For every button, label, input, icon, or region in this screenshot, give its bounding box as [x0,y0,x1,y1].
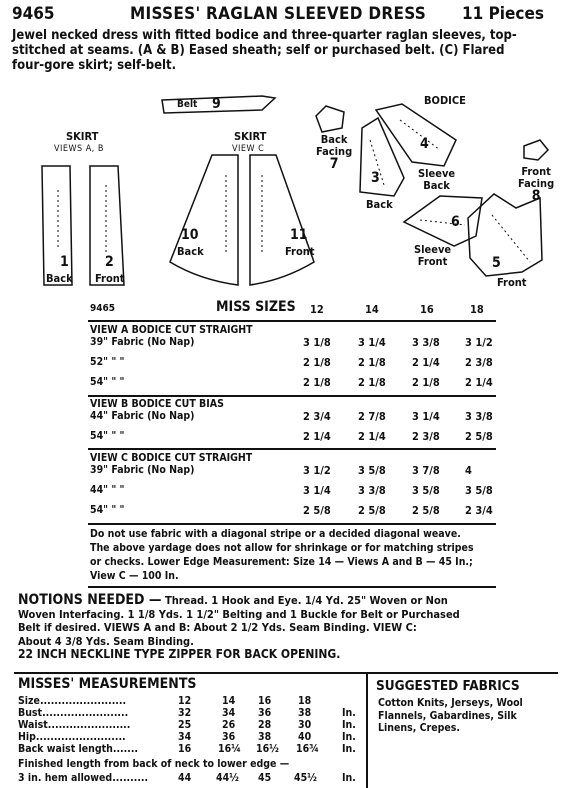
fabric-line: Flannels, Gabardines, Silk [378,709,517,722]
table-cell: 2 1/8 [412,376,440,389]
table-cell: 2 7/8 [358,410,386,423]
sleeve-back-label-line: Sleeve [418,167,456,180]
skirt-c-title: SKIRT [234,130,267,143]
size-header: 18 [470,303,484,316]
measure-value: 16¼ [218,743,241,755]
fabric-line: Linens, Crepes. [378,722,461,734]
measure-value: 16 [178,743,192,755]
belt-number: 9 [212,96,221,112]
table-cell: 2 1/8 [303,376,331,389]
table-cell: 2 1/4 [412,356,440,369]
section-title: VIEW A BODICE CUT STRAIGHT [90,324,253,336]
skirt-c-subtitle: VIEW C [232,144,265,154]
measure-unit: In. [342,707,356,719]
table-cell: 3 5/8 [412,484,440,497]
description [12,28,517,73]
measure-value: 34 [222,707,236,719]
row-label: 54" " " [90,376,125,388]
front-facing-label-line: Facing [518,177,555,190]
piece-3-label: Back [366,198,393,211]
measure-value: 12 [178,695,192,707]
measure-value: 45½ [294,772,317,784]
table-cell: 2 5/8 [465,430,493,443]
yardage-note [90,527,474,583]
measure-value: 30 [298,719,312,731]
measure-value: 18 [298,695,312,707]
piece-1-number: 1 [60,254,69,270]
piece-10-label: Back [177,245,204,258]
measure-unit: In. [342,772,356,784]
pieces-count: 11 Pieces [462,4,544,24]
size-header: 12 [310,303,324,316]
table-cell: 2 5/8 [358,504,386,517]
table-cell: 3 3/8 [358,484,386,497]
front-facing-number: 8 [531,188,541,204]
piece-4-number: 4 [420,136,429,152]
divider [88,586,496,588]
table-cell: 3 1/4 [412,410,440,423]
measure-unit: In. [342,731,356,743]
measurements-heading: MISSES' MEASUREMENTS [18,676,197,692]
notions-line: Woven Interfacing. 1 1/8 Yds. 1 1/2" Belting and 1 Buckle for Belt or Purchased [18,607,460,621]
skirt-ab-subtitle: VIEWS A, B [54,144,104,154]
description-line: four-gore skirt; self-belt. [12,58,177,73]
row-label: 39" Fabric (No Nap) [90,336,195,348]
table-cell: 2 1/4 [358,430,386,443]
zipper-note: 22 INCH NECKLINE TYPE ZIPPER FOR BACK OPENING. [18,647,341,661]
piece-10-number: 10 [181,227,199,243]
vertical-divider [366,674,368,788]
notions-section [18,594,460,662]
measure-value: 36 [222,731,236,743]
notions-line: About 4 3/8 Yds. Seam Binding. [18,634,194,648]
table-cell: 4 [465,464,472,477]
table-cell: 3 1/4 [358,336,386,349]
table-cell: 2 3/8 [465,356,493,369]
sleeve-back-label-line: Back [423,179,450,192]
sleeve-front-label-line: Front [417,255,448,268]
bodice-back-piece [360,118,404,196]
fabric-line: Cotton Knits, Jerseys, Wool [378,697,523,709]
divider [88,523,496,525]
measure-label: 3 in. hem allowed.......... [18,772,149,784]
front-facing-label [518,166,554,202]
measure-label: Back waist length....... [18,743,138,755]
measure-value: 36 [258,707,272,719]
description-line: Jewel necked dress with fitted bodice and three-quarter raglan sleeves, top- [12,28,517,43]
piece-5-label: Front [497,276,527,289]
back-facing-number: 7 [329,156,339,172]
divider [88,395,496,397]
notions-heading: NOTIONS NEEDED — [18,592,162,608]
front-facing-label-line: Front [521,165,551,178]
measure-value: 25 [178,719,192,731]
piece-6-number: 6 [451,214,460,230]
skirt-c-front-piece [250,155,314,285]
skirt-c-back-piece [170,155,238,285]
table-cell: 2 1/4 [465,376,493,389]
sleeve-back-label [418,168,455,192]
table-heading: MISS SIZES [216,299,296,315]
section-title: VIEW B BODICE CUT BIAS [90,398,224,410]
divider [88,320,496,322]
piece-11-label: Front [285,245,315,258]
back-facing-label-line: Facing [316,145,353,158]
measure-label: Bust........................ [18,707,129,719]
note-line: or checks. Lower Edge Measurement: Size 14 — Views A and B — 45 In.; [90,556,473,568]
notions-line: Thread. 1 Hook and Eye. 1/4 Yd. 25" Woven or Non [164,594,448,607]
piece-1-label: Back [46,272,73,285]
table-cell: 3 7/8 [412,464,440,477]
table-cell: 3 1/4 [303,484,331,497]
divider [14,672,558,674]
row-label: 39" Fabric (No Nap) [90,464,195,476]
measure-label: Hip......................... [18,731,126,743]
table-cell: 2 5/8 [303,504,331,517]
measure-label: Size........................ [18,695,127,707]
table-pattern-number: 9465 [90,303,116,314]
row-label: 54" " " [90,430,125,442]
size-header: 16 [420,303,434,316]
measure-value: 16 [258,695,272,707]
table-cell: 3 1/8 [303,336,331,349]
divider [88,448,496,450]
table-cell: 3 5/8 [465,484,493,497]
table-cell: 2 1/8 [358,376,386,389]
skirt-ab-title: SKIRT [66,130,99,143]
sleeve-back-piece [376,104,456,166]
measure-value: 14 [222,695,236,707]
table-cell: 2 3/8 [412,430,440,443]
measure-value: 40 [298,731,312,743]
belt-label: Belt [177,99,198,110]
description-line: stitched at seams. (A & B) Eased sheath; self or purchased belt. (C) Flared [12,43,505,58]
finished-length-note: Finished length from back of neck to lower edge — [18,758,290,770]
notions-line: Belt if desired. VIEWS A and B: About 2 1/2 Yds. Seam Binding. VIEW C: [18,621,417,634]
table-cell: 3 1/2 [303,464,331,477]
bodice-front-piece [468,194,542,276]
size-header: 14 [365,303,379,316]
measure-value: 44½ [216,772,239,784]
measure-value: 26 [222,719,236,731]
measure-value: 44 [178,772,192,784]
piece-3-number: 3 [371,170,380,186]
note-line: Do not use fabric with a diagonal stripe or a decided diagonal weave. [90,528,461,540]
bodice-title: BODICE [424,94,466,107]
piece-2-number: 2 [105,254,114,270]
section-title: VIEW C BODICE CUT STRAIGHT [90,452,253,464]
front-facing-piece [524,140,548,160]
sleeve-front-label-line: Sleeve [414,243,452,256]
sleeve-front-piece [404,196,482,246]
table-cell: 3 1/2 [465,336,493,349]
row-label: 52" " " [90,356,125,368]
pattern-number: 9465 [12,4,55,24]
table-cell: 2 5/8 [412,504,440,517]
measure-value: 16½ [256,743,279,755]
page-title: MISSES' RAGLAN SLEEVED DRESS [130,4,427,24]
table-cell: 2 3/4 [303,410,331,423]
table-cell: 2 1/8 [358,356,386,369]
row-label: 54" " " [90,504,125,516]
fabrics-list [378,697,523,735]
measure-label: Waist....................... [18,719,131,731]
back-facing-piece [316,106,344,132]
note-line: View C — 100 In. [90,570,179,582]
piece-5-number: 5 [492,255,501,271]
back-facing-label [316,134,352,170]
pattern-diagram [0,88,570,298]
fabrics-heading: SUGGESTED FABRICS [376,678,520,694]
measure-value: 38 [298,707,312,719]
table-cell: 2 1/4 [303,430,331,443]
measure-value: 16¾ [296,743,319,755]
measure-value: 38 [258,731,272,743]
measure-value: 28 [258,719,272,731]
table-cell: 3 5/8 [358,464,386,477]
sleeve-front-label [414,244,451,268]
table-cell: 2 3/4 [465,504,493,517]
measure-unit: In. [342,743,356,755]
measure-unit: In. [342,719,356,731]
piece-11-number: 11 [290,227,308,243]
table-cell: 3 3/8 [412,336,440,349]
measure-value: 45 [258,772,272,784]
piece-2-label: Front [95,272,125,285]
back-facing-label-line: Back [320,133,348,146]
measure-value: 34 [178,731,192,743]
note-line: The above yardage does not allow for shrinkage or for matching stripes [90,542,474,554]
table-cell: 3 3/8 [465,410,493,423]
table-cell: 2 1/8 [303,356,331,369]
row-label: 44" " " [90,484,125,496]
measure-value: 32 [178,707,192,719]
row-label: 44" Fabric (No Nap) [90,410,195,422]
